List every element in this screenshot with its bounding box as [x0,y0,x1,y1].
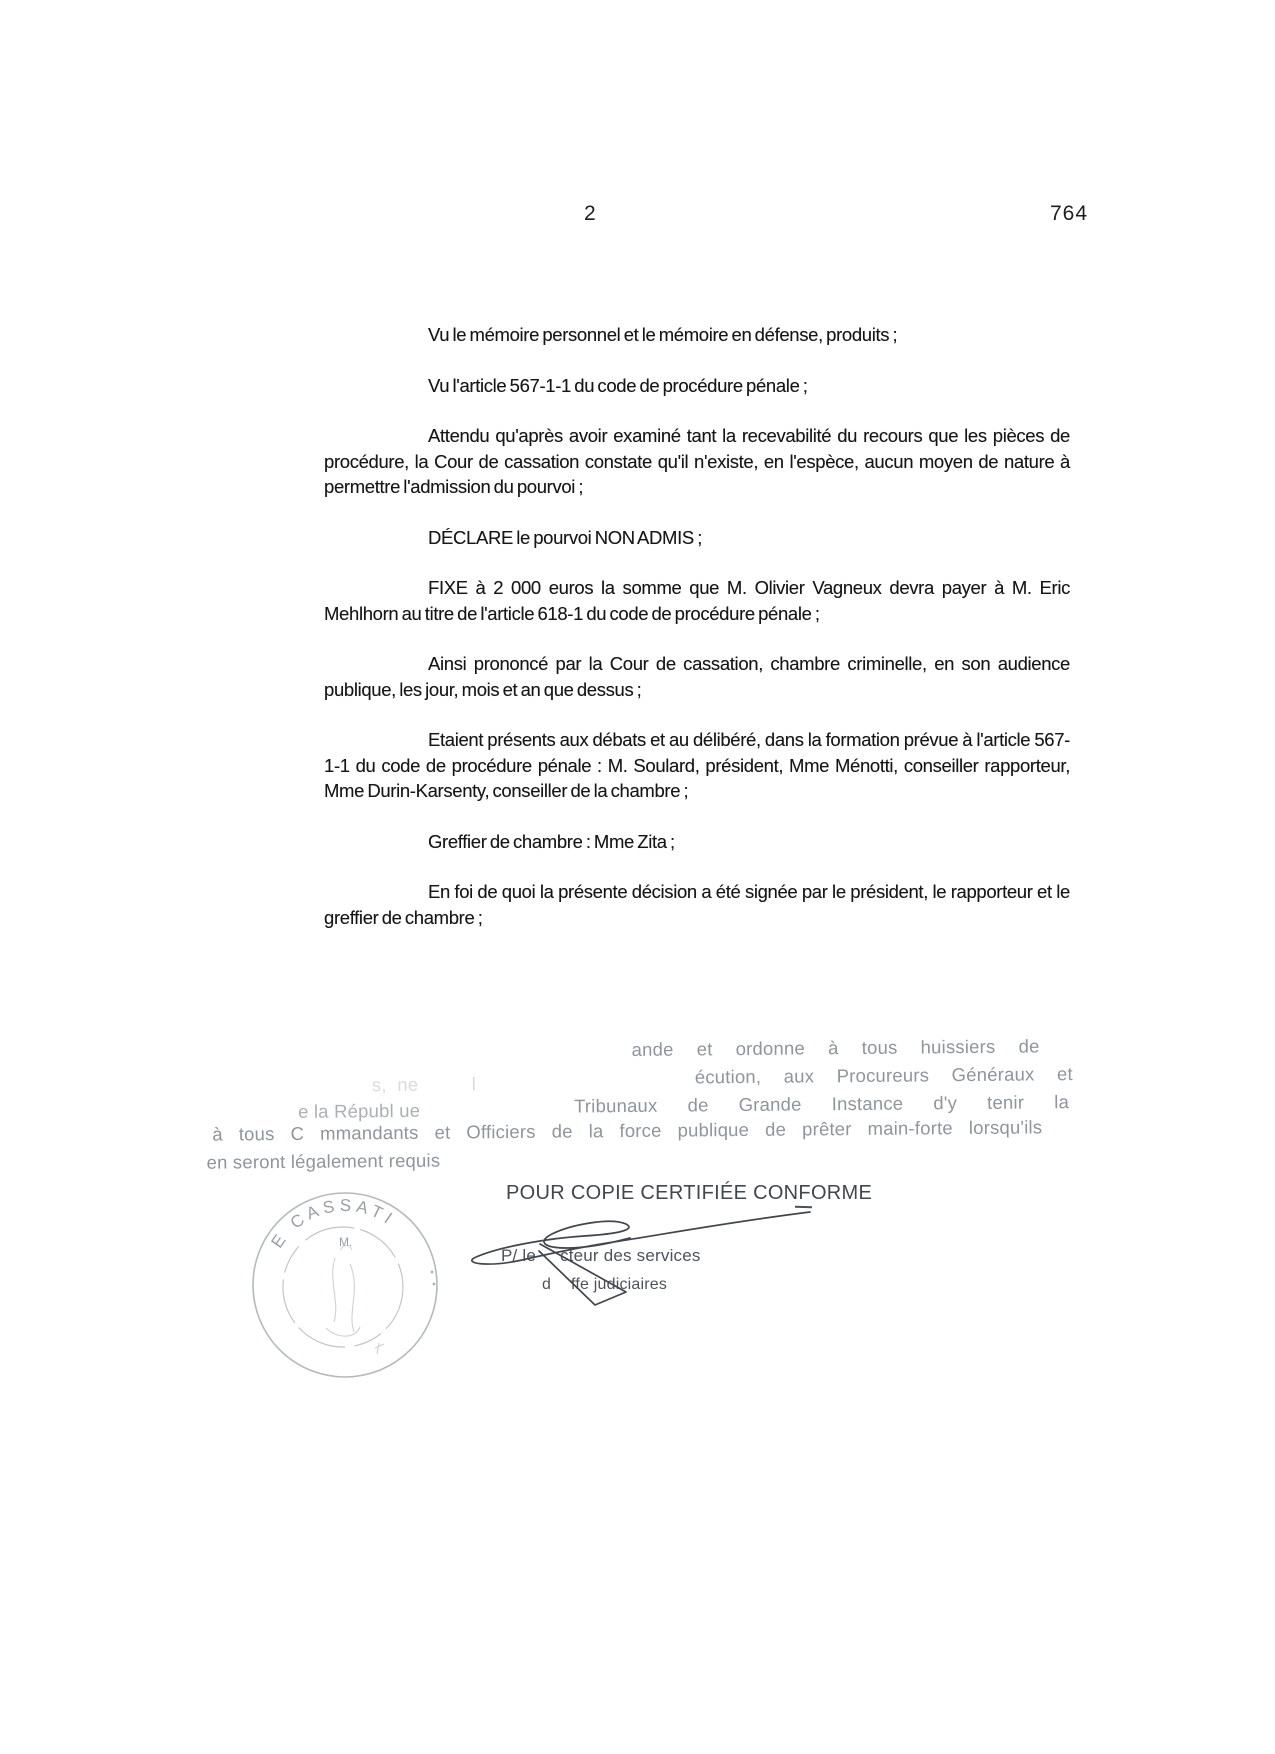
stamp-line-3: Tribunaux de Grande Instance d'y tenir la [573,1091,1070,1117]
paragraph-vu-article: Vu l'article 567-1-1 du code de procédure pénale ; [428,374,808,396]
seal-ink-specks [431,1271,436,1286]
signature-scribble [430,1190,850,1330]
document-number: 764 [1050,202,1089,225]
signer-title-line2-part2: ffe judiciaires [571,1276,668,1293]
svg-text:E CASSATI [267,1196,399,1252]
paragraph-greffier: Greffier de chambre : Mme Zita ; [428,830,675,852]
court-seal-stamp [240,1180,460,1400]
paragraph-fixe: FIXE à 2 000 euros la somme que M. Olivier Vagneux devra payer à M. Eric Mehlhorn au titre de l'article 618-1 du code de procédure pénale ; [324,577,1070,624]
page-number: 2 [584,202,597,225]
signer-title-part2: cteur des services [560,1246,701,1265]
decision-body [324,322,1070,955]
seal-monogram: M. [339,1235,353,1249]
paragraph-etaient-presents: Etaient présents aux débats et au délibéré, dans la formation prévue à l'article 567-1-1 du code de procédure pénale : M. Soulard, président, Mme Ménotti, conseiller rapporteur, Mme Durin-Karsenty, conseiller de la chambre ; [324,729,1070,801]
stamp-line-1: ande et ordonne à tous huissiers de [631,1035,1040,1060]
stamp-line-2: écution, aux Procureurs Généraux et [694,1063,1073,1088]
paragraph-en-foi: En foi de quoi la présente décision a été signée par le président, le rapporteur et le greffier de chambre ; [324,881,1070,928]
stamp-line-5: en seront légalement requis [206,1149,441,1173]
stamp-line-2-fragment: s, ne l [371,1073,477,1096]
stamp-line-3-fragment: e la Républ ue [298,1099,421,1122]
seal-arc-text: E CASSATI [267,1195,400,1252]
signer-title-line2-part1: d [542,1276,552,1293]
certification-title: POUR COPIE CERTIFIÉE CONFORME [506,1182,873,1204]
paragraph-attendu: Attendu qu'après avoir examiné tant la recevabilité du recours que les pièces de procédure, la Cour de cassation constate qu'il n'existe, en l'espèce, aucun moyen de nature à permettre l'admission du pourvoi ; [324,425,1070,497]
seal-outer-ring [253,1193,437,1377]
paragraph-vu-memoire: Vu le mémoire personnel et le mémoire en défense, produits ; [428,324,898,345]
stamp-line-4: à tous C mmandants et Officiers de la force publique de prêter main-forte lorsqu'ils [212,1116,1043,1145]
paragraph-declare: DÉCLARE le pourvoi NON ADMIS ; [428,526,702,548]
signature-main-stroke [472,1212,810,1264]
signer-title-part1: P/ le [501,1246,537,1265]
paragraph-ainsi-prononce: Ainsi prononcé par la Cour de cassation, chambre criminelle, en son audience publique, les jour, mois et an que dessus ; [324,653,1070,700]
